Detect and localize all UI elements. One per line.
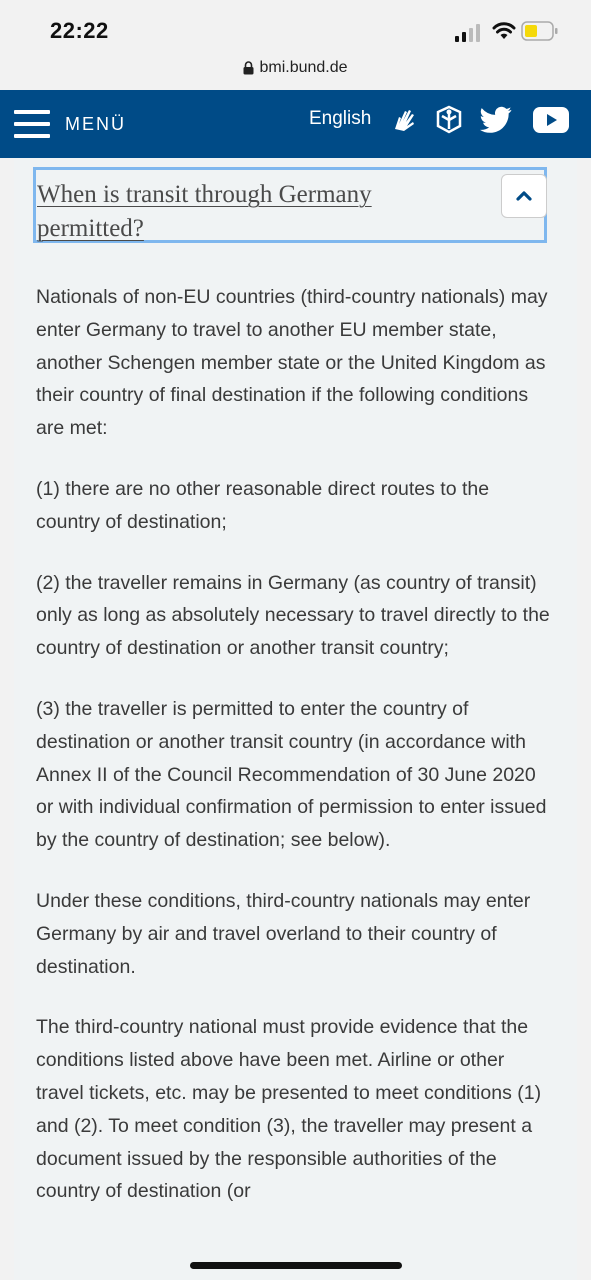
chevron-up-icon [516,190,532,202]
site-header [0,90,591,158]
evidence-paragraph: The third-country national must provide evidence that the conditions listed above have been met. Airline or other travel tickets, etc. may be presented to meet conditions (1) and (2). To meet condition (3), the traveller may present a document issued by the responsible authorities of the country of destination (or [36,1016,542,1203]
collapse-button[interactable] [501,174,547,218]
main-content [14,158,577,1280]
condition-1-paragraph: (1) there are no other reasonable direct routes to the country of destination; [36,477,490,533]
accordion-body [36,281,556,1236]
status-time: 22:22 [50,18,109,43]
language-link[interactable]: English [309,108,372,129]
menu-button[interactable] [14,102,126,146]
easy-language-icon[interactable] [433,104,465,136]
accordion-title[interactable]: When is transit through Germany permitted? [37,181,372,242]
condition-3-paragraph: (3) the traveller is permitted to enter the country of destination or another transit country (in accordance with Annex II of the Council Recommendation of 30 June 2020 or with individual confirmation of permission to enter issued by the country of destination; see below). [36,697,547,852]
twitter-icon[interactable] [480,104,512,136]
conditions-summary-paragraph: Under these conditions, third-country nationals may enter Germany by air and travel overland to their country of destination. [36,889,531,978]
sign-language-icon[interactable] [388,104,420,136]
address-bar[interactable] [0,56,591,90]
status-bar [0,0,591,56]
youtube-icon[interactable] [532,104,570,136]
menu-label: MENÜ [65,113,126,134]
hamburger-icon [14,109,50,139]
home-indicator[interactable] [190,1262,402,1269]
wifi-icon [492,20,516,40]
url-text: bmi.bund.de [259,59,348,76]
battery-icon [521,21,557,41]
condition-2-paragraph: (2) the traveller remains in Germany (as country of transit) only as long as absolutely necessary to travel directly to the country of destination or another transit country; [36,571,550,660]
lock-icon [243,61,254,75]
intro-paragraph: Nationals of non-EU countries (third-country nationals) may enter Germany to travel to another EU member state, another Schengen member state or the United Kingdom as their country of final destination if the following conditions are met: [36,286,548,440]
cellular-signal-icon [455,24,485,42]
accordion-header[interactable] [33,167,547,243]
